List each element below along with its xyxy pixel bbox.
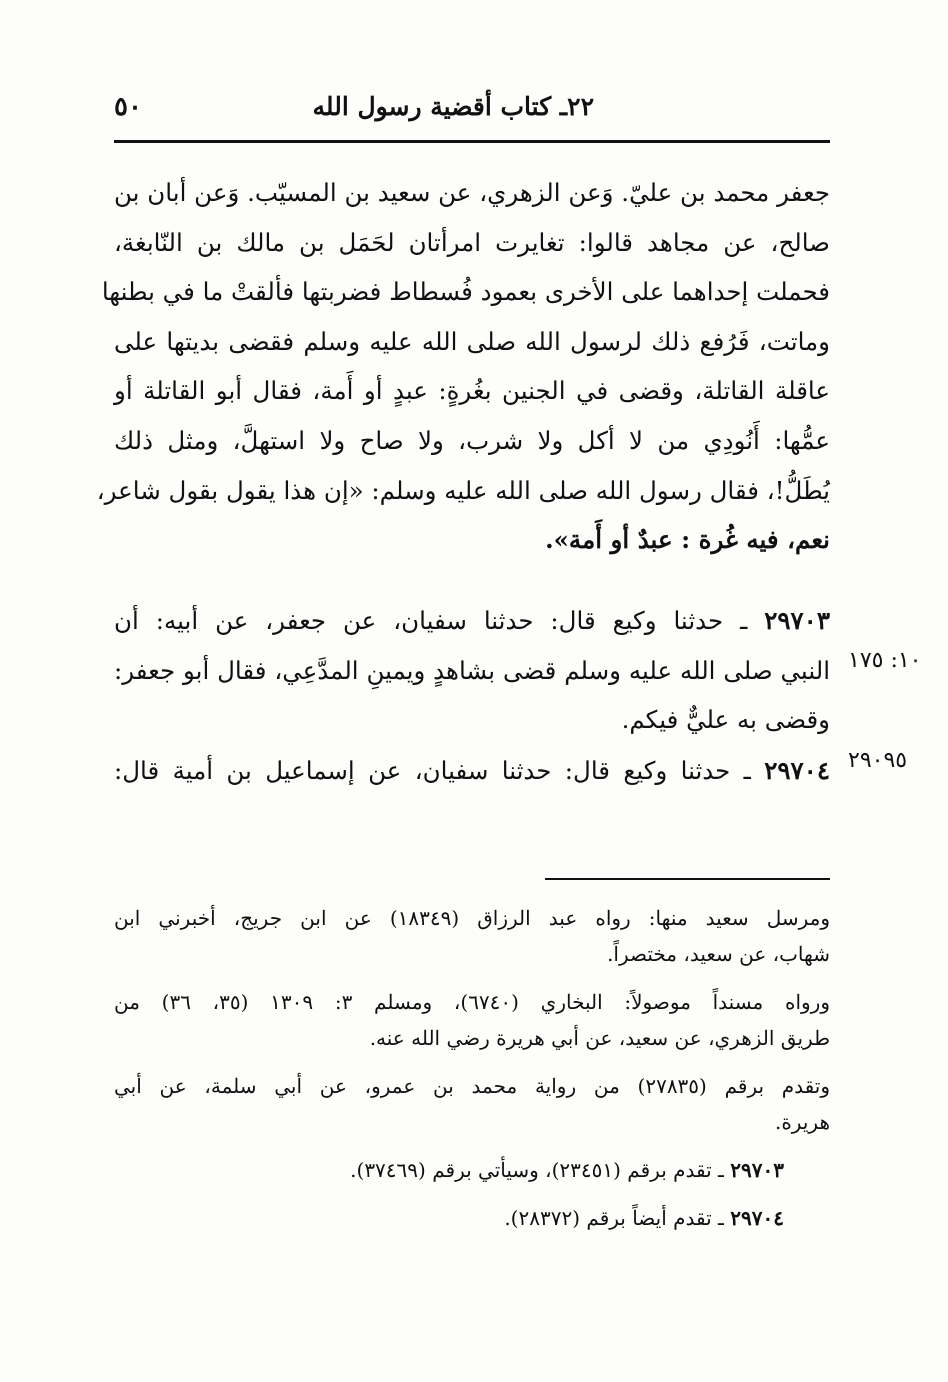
text-line: وماتت، فَرُفع ذلك لرسول الله صلى الله عليه وسلم فقضى بديتها على xyxy=(114,326,830,356)
hadith-number: ٢٩٧٠٤ xyxy=(764,756,830,785)
hadith-29703 xyxy=(114,596,830,745)
hadith-line xyxy=(114,746,830,796)
text-line: عاقلة القاتلة، وقضى في الجنين بغُرةٍ: عبدٍ أو أَمة، فقال أبو القاتلة أو xyxy=(114,376,830,406)
margin-reference: ١٠: ١٧٥ xyxy=(848,648,922,673)
page-header xyxy=(114,86,830,138)
footnotes xyxy=(114,900,830,1236)
footnote-number: ٢٩٧٠٣ xyxy=(730,1158,784,1182)
footnote-note xyxy=(114,1200,830,1236)
margin-reference: ٢٩٠٩٥ xyxy=(848,748,908,773)
footnote-line: ورواه مسنداً موصولاً: البخاري (٦٧٤٠)، ومسلم ٣: ١٣٠٩ (٣٥، ٣٦) من xyxy=(114,990,830,1014)
footnote-text: ـ تقدم برقم (٢٣٤٥١)، وسيأتي برقم (٣٧٤٦٩). xyxy=(350,1158,724,1182)
footnote-paragraph xyxy=(114,984,830,1056)
page-number: ٥٠ xyxy=(114,92,142,122)
footnote-line: ومرسل سعيد منها: رواه عبد الرزاق (١٨٣٤٩) عن ابن جريج، أخبرني ابن xyxy=(114,906,831,930)
main-paragraph xyxy=(96,168,830,565)
footnote-line: وتقدم برقم (٢٧٨٣٥) من رواية محمد بن عمرو، عن أبي سلمة، عن أبي xyxy=(114,1074,830,1098)
hadith-number: ٢٩٧٠٣ xyxy=(764,606,830,635)
hadith-line: النبي صلى الله عليه وسلم قضى بشاهدٍ ويمينِ المدَّعِي، فقال أبو جعفر: xyxy=(114,655,830,685)
text-line: جعفر محمد بن عليّ. وَعن الزهري، عن سعيد بن المسيّب. وَعن أبان بن xyxy=(114,178,830,207)
header-divider xyxy=(114,140,830,143)
footnote-paragraph xyxy=(114,1068,830,1140)
text-line: نعم، فيه غُرة : عبدٌ أو أَمة». xyxy=(545,525,830,555)
text-line: صالح، عن مجاهد قالوا: تغايرت امرأتان لحَمَل بن مالك بن النّابغة، xyxy=(114,227,830,257)
footnote-number: ٢٩٧٠٤ xyxy=(730,1206,784,1230)
text-line: يُطَلُّ!، فقال رسول الله صلى الله عليه وسلم: «إن هذا يقول بقول شاعر، xyxy=(96,475,830,505)
hadith-29704 xyxy=(114,746,830,796)
footnote-line: طريق الزهري، عن سعيد، عن أبي هريرة رضي الله عنه. xyxy=(369,1026,830,1050)
hadith-text: ـ حدثنا وكيع قال: حدثنا سفيان، عن جعفر، عن أبيه: أن xyxy=(114,606,748,635)
footnote-paragraph xyxy=(114,900,830,972)
footnote-line: شهاب، عن سعيد، مختصراً. xyxy=(607,942,830,966)
footnote-line: هريرة. xyxy=(774,1110,830,1134)
hadith-text: ـ حدثنا وكيع قال: حدثنا سفيان، عن إسماعيل بن أمية قال: xyxy=(114,756,751,785)
footnote-note xyxy=(114,1152,830,1188)
text-line: فحملت إحداهما على الأخرى بعمود فُسطاط فضربتها فألقتْ ما في بطنها xyxy=(101,277,830,307)
text-line: عمُّها: أَنُودِي من لا أكل ولا شرب، ولا صاح ولا استهلَّ، ومثل ذلك xyxy=(114,425,830,455)
footnote-divider xyxy=(545,878,830,880)
hadith-line xyxy=(114,596,830,646)
running-title: ٢٢ـ كتاب أقضية رسول الله xyxy=(312,92,594,121)
hadith-line: وقضى به عليٌّ فيكم. xyxy=(621,705,830,735)
footnote-text: ـ تقدم أيضاً برقم (٢٨٣٧٢). xyxy=(504,1206,724,1230)
